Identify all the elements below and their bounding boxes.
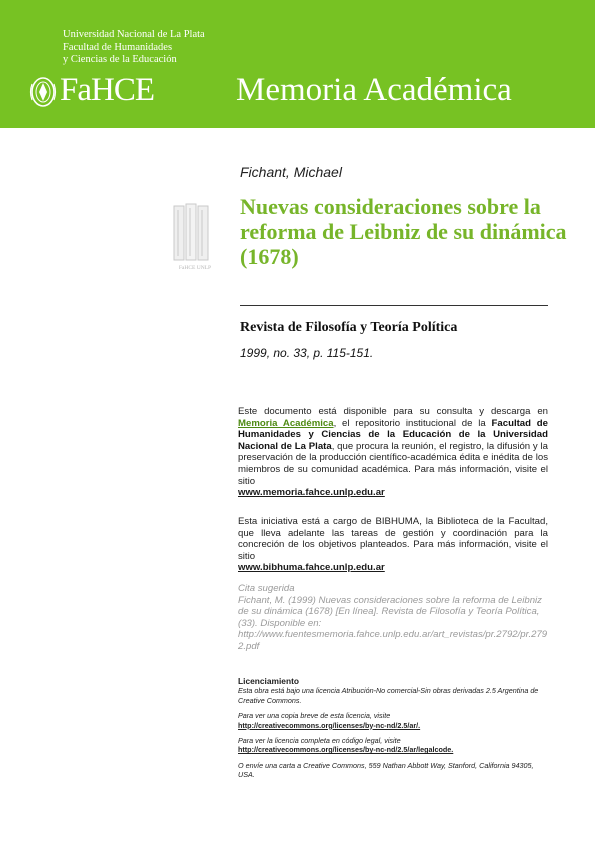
faculty-line-2: y Ciencias de la Educación bbox=[63, 54, 177, 66]
repository-title: Memoria Académica bbox=[236, 72, 512, 108]
book-spines-icon bbox=[170, 200, 220, 272]
book-logo-caption: FaHCE UNLP bbox=[178, 265, 212, 271]
bibhuma-site-link[interactable]: www.bibhuma.fahce.unlp.edu.ar bbox=[238, 562, 385, 574]
author-name: Fichant, Michael bbox=[240, 164, 342, 180]
faculty-line: Facultad de Humanidades bbox=[63, 41, 173, 53]
document-title: Nuevas consideraciones sobre la reforma de Leibniz de su dinámica (1678) bbox=[240, 194, 567, 269]
license-copy-text: Para ver una copia breve de esta licencia, visite bbox=[238, 711, 391, 721]
availability-text: Este documento está disponible para su consulta y descarga en bbox=[238, 406, 548, 417]
header-banner bbox=[0, 0, 595, 128]
license-copy-link[interactable]: http://creativecommons.org/licenses/by-nc-nd/2.5/ar/. bbox=[238, 720, 421, 730]
divider-rule bbox=[240, 305, 548, 306]
license-heading: Licenciamiento bbox=[238, 676, 299, 686]
license-section bbox=[238, 677, 548, 780]
memoria-academica-link[interactable]: Memoria Académica bbox=[238, 417, 334, 429]
brand-logo-text: FaHCE bbox=[60, 72, 154, 108]
journal-name: Revista de Filosofía y Teoría Política bbox=[240, 320, 458, 335]
availability-text-3: , que procura la reunión, el registro, la difusión y la preservación de la producción científico-académica édita e inédita de los miembros de su comunidad académica. Para más información, visite el sitio bbox=[238, 440, 548, 487]
license-statement: Esta obra está bajo una licencia Atribución-No comercial-Sin obras derivadas 2.5 Argentina de Creative Commons. bbox=[238, 686, 539, 705]
citation-url[interactable]: http://www.fuentesmemoria.fahce.unlp.edu.ar/art_revistas/pr.2792/pr.2792.pdf bbox=[238, 629, 548, 652]
availability-paragraph bbox=[238, 406, 548, 499]
license-full-text: Para ver la licencia completa en código legal, visite bbox=[238, 736, 401, 746]
availability-text-2: , el repositorio institucional de la bbox=[333, 417, 492, 429]
library-paragraph bbox=[238, 516, 548, 574]
suggested-citation bbox=[238, 583, 548, 653]
license-mail-text: O envíe una carta a Creative Commons, 559 Nathan Abbott Way, Stanford, California 94305, USA. bbox=[238, 760, 534, 780]
citation-text: Fichant, M. (1999) Nuevas consideraciones sobre la reforma de Leibniz de su dinámica (1678) [En línea]. Revista de Filosofía y Teoría Política, (33). Disponible en: bbox=[238, 594, 542, 629]
citation-label: Cita sugerida bbox=[238, 583, 295, 594]
issue-citation: 1999, no. 33, p. 115-151. bbox=[240, 346, 374, 360]
university-line: Universidad Nacional de La Plata bbox=[63, 29, 205, 40]
university-seal-icon bbox=[28, 74, 58, 110]
license-full-link[interactable]: http://creativecommons.org/licenses/by-nc-nd/2.5/ar/legalcode. bbox=[238, 745, 454, 755]
university-name bbox=[63, 29, 205, 67]
faculty-name: Facultad de Humanidades y Ciencias de la Educación de la Universidad Nacional de La Plata bbox=[238, 417, 548, 452]
library-text: Esta iniciativa está a cargo de BIBHUMA, la Biblioteca de la Facultad, que lleva adelante las tareas de gestión y coordinación para la concreción de los objetivos planteados. Para más información, visite el sitio bbox=[238, 516, 548, 562]
memoria-site-link[interactable]: www.memoria.fahce.unlp.edu.ar bbox=[238, 487, 385, 499]
